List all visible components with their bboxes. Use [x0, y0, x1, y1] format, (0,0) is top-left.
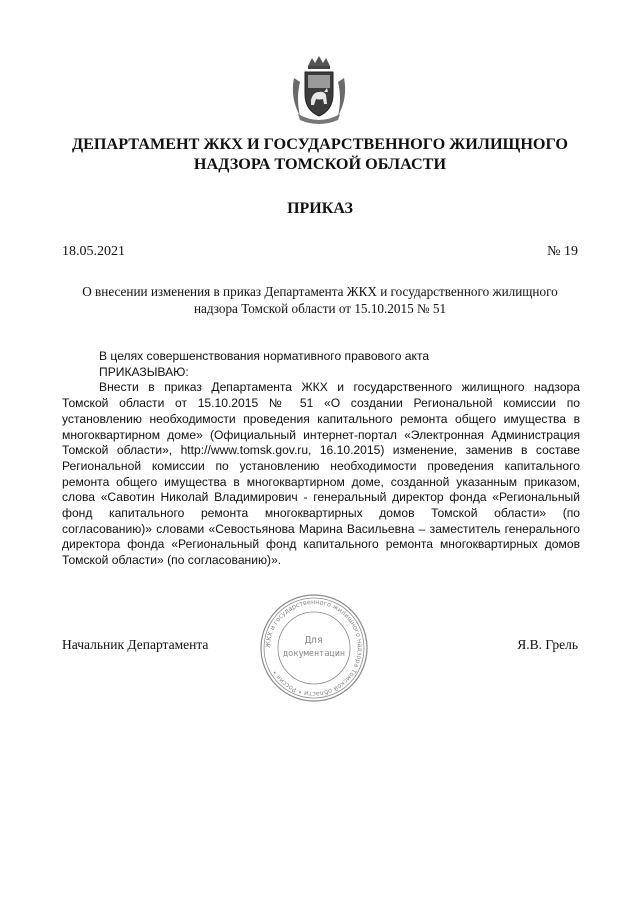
order-subject-line-2: надзора Томской области от 15.10.2015 № 51 [193, 300, 447, 316]
order-subject [70, 284, 570, 317]
signatory-position: Начальник Департамента [62, 637, 209, 652]
order-subject-line-1: О внесении изменения в приказ Департамента ЖКХ и государственного жилищного [82, 284, 558, 299]
stamp-center-line-1: Для [304, 635, 324, 646]
department-title [40, 134, 600, 174]
department-title-line-2: НАДЗОРА ТОМСКОЙ ОБЛАСТИ [193, 155, 447, 173]
department-title-line-1: ДЕПАРТАМЕНТ ЖКХ И ГОСУДАРСТВЕННОГО ЖИЛИЩНОГО [71, 135, 568, 153]
order-paragraph: Внести в приказ Департамента ЖКХ и государственного жилищного надзора Томской области от 15.10.2015 № 51 «О создании Региональной комиссии по установлению необходимости проведения капитального ремонта общего имущества в многоквартирном доме» (Официальный интернет-портал «Электронная Администрация Томской области», http://www.tomsk.gov.ru, 16.10.2015) изменение, заменив в составе Региональной комиссии по установлению необходимости проведения капитального ремонта общего имущества в многоквартирном доме, созданной указанным приказом, слова «Савотин Николай Владимирович - генеральный директор фонда «Региональный фонд капитального ремонта многоквартирных домов Томской области» (по согласованию)» словами «Севостьянова Марина Васильевна – заместитель генерального директора фонда «Региональный фонд капитального ремонта многоквартирных домов Томской области» (по согласованию)». [62, 380, 580, 568]
preamble: В целях совершенствования нормативного правового акта [99, 349, 430, 363]
document-stamp [258, 592, 370, 704]
coat-of-arms-icon [286, 54, 352, 126]
order-body [62, 349, 580, 569]
order-number: № 19 [547, 244, 578, 259]
order-date: 18.05.2021 [62, 244, 125, 259]
signatory-name: Я.В. Грель [517, 637, 578, 652]
stamp-ring-text: ЖКХ и государственного жилищного надзора Томской области • Россия • [263, 597, 365, 699]
order-word: ПРИКАЗЫВАЮ: [99, 364, 189, 379]
order-title: ПРИКАЗ [287, 200, 353, 217]
stamp-center-line-2: документацин [282, 649, 346, 659]
